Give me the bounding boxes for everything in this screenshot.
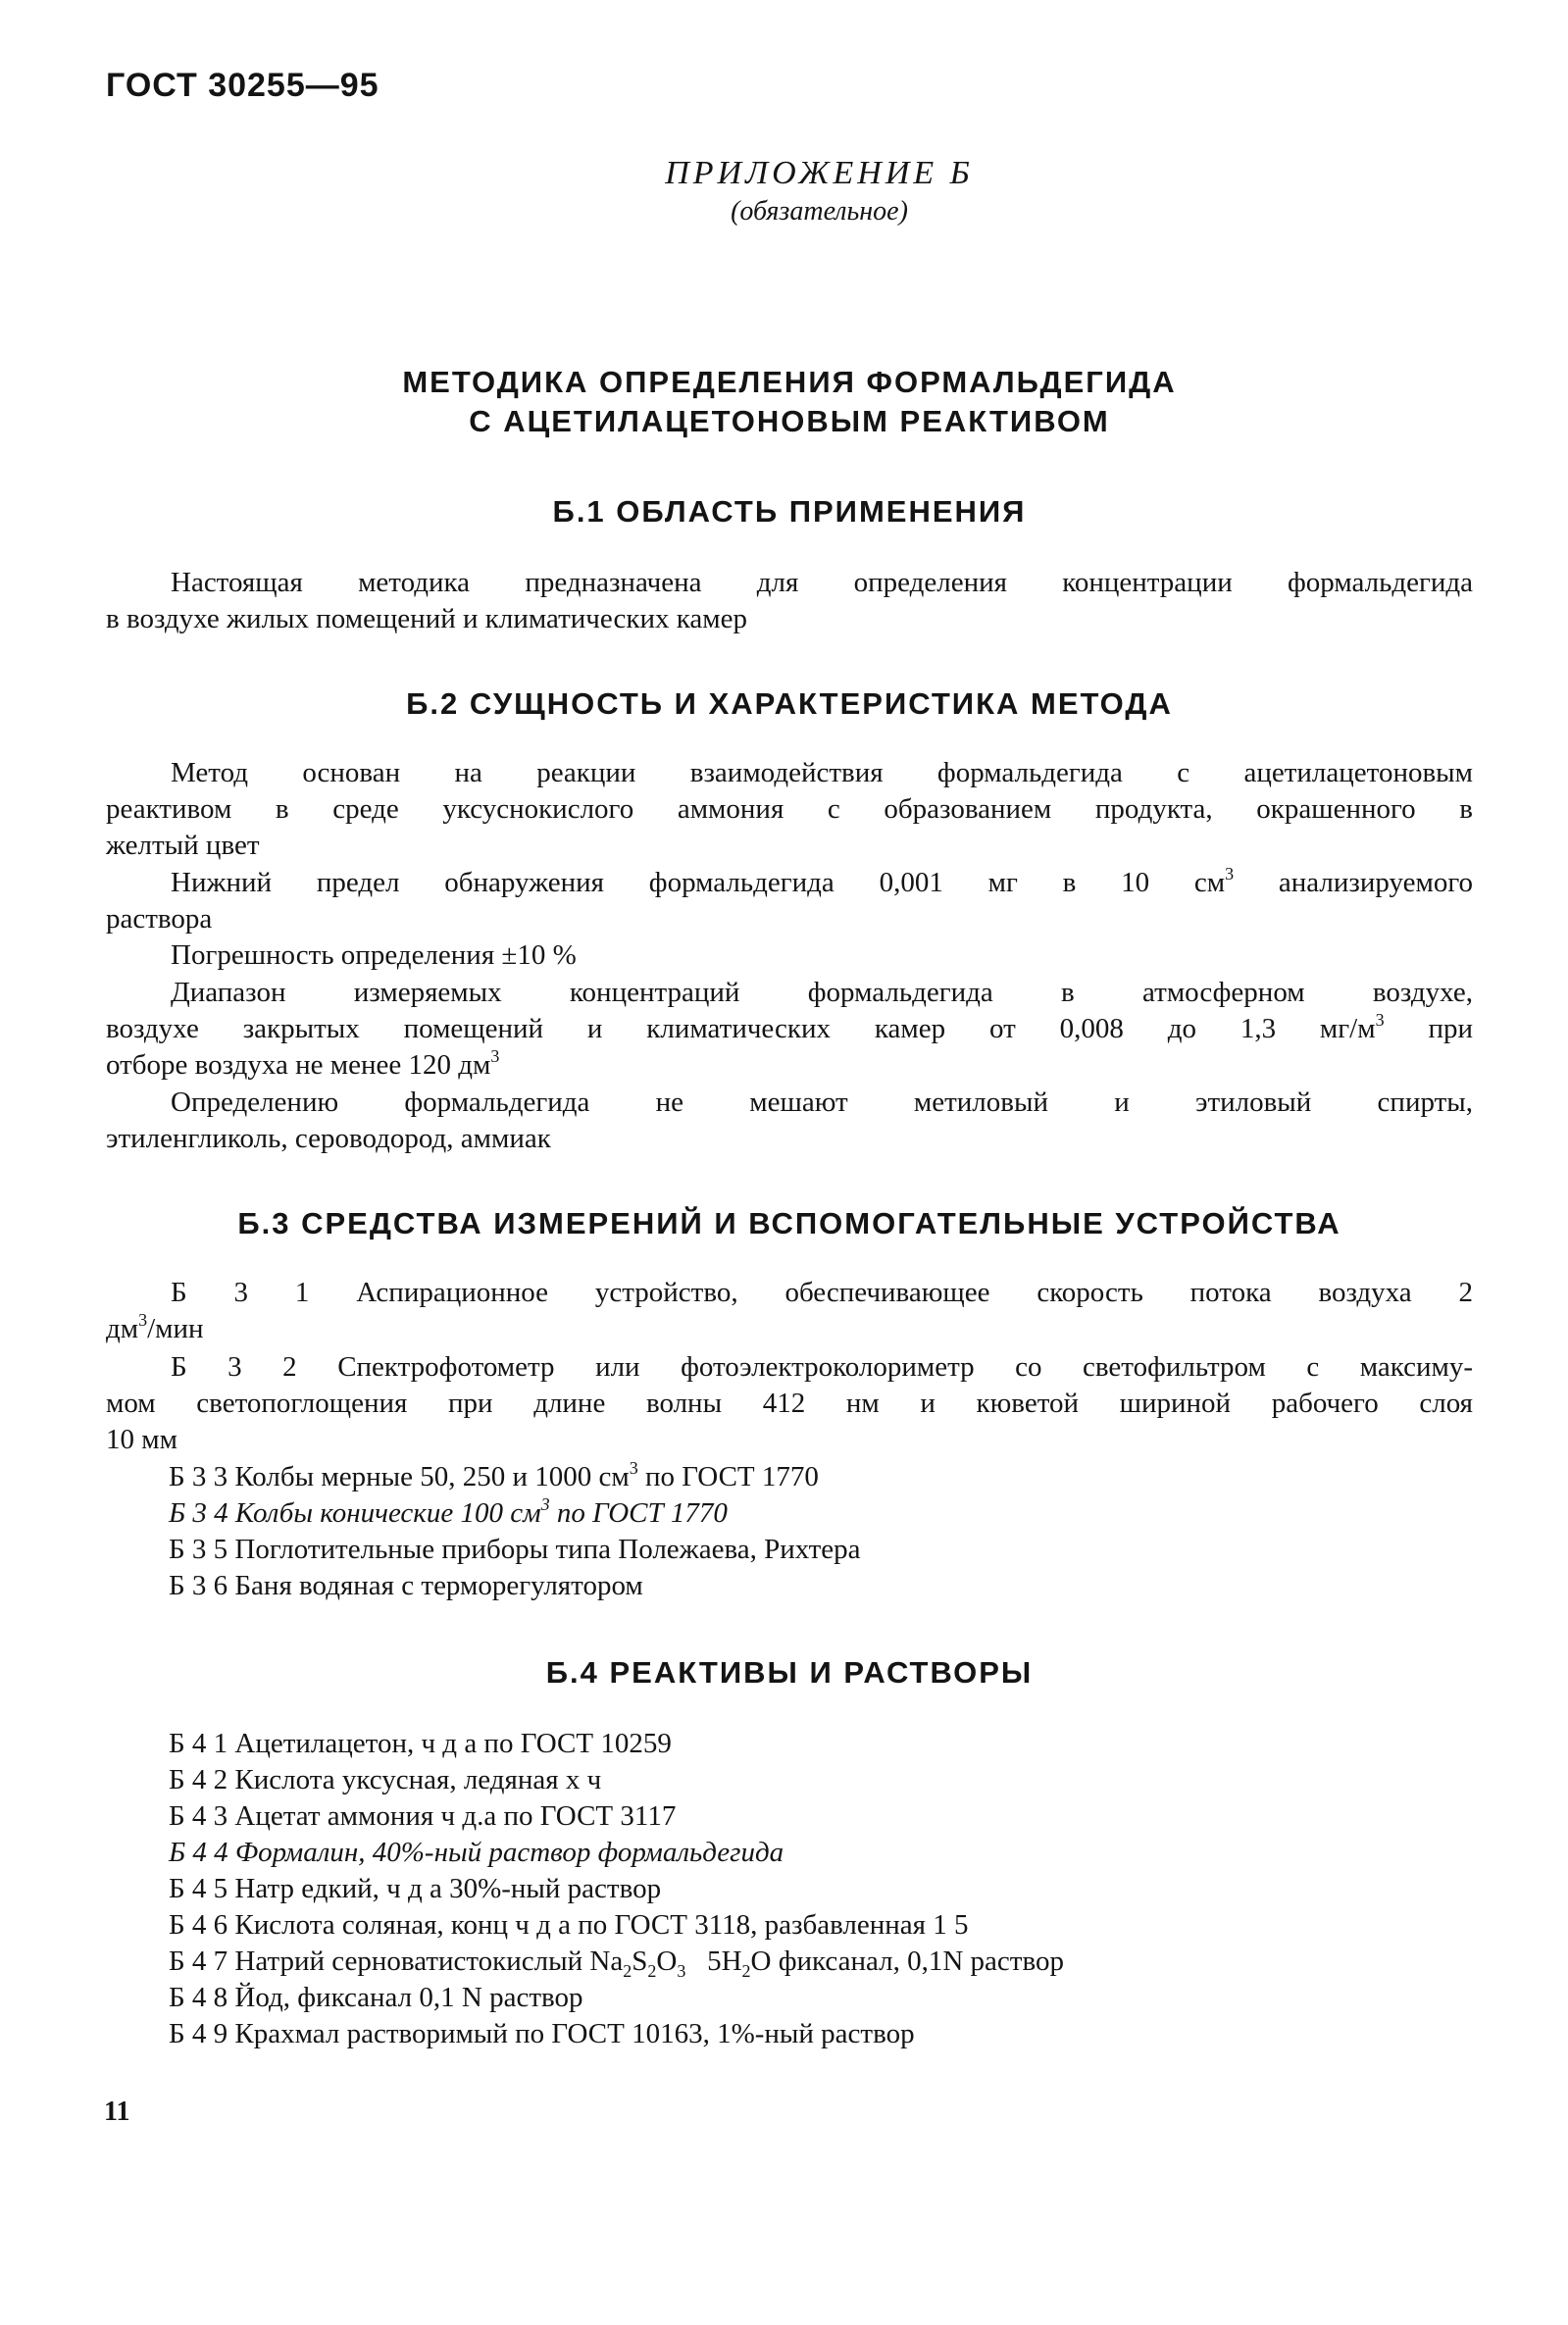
section-heading-b3: Б.3 СРЕДСТВА ИЗМЕРЕНИЙ И ВСПОМОГАТЕЛЬНЫЕ УСТРОЙСТВА [237, 1206, 1341, 1240]
section-b3-item-6: Б 3 6 Баня водяная с терморегулятором [169, 1570, 643, 1601]
section-b3-item-2: Б 3 2 Спектрофотометр или фотоэлектроколориметр со светофильтром с максиму- мом светопоглощения при длине волны 412 нм и кюветой шириной рабочего слоя 10 мм [106, 1351, 1473, 1455]
section-b4-item-3: Б 4 3 Ацетат аммония ч д.а по ГОСТ 3117 [169, 1800, 677, 1832]
section-heading-b2: Б.2 СУЩНОСТЬ И ХАРАКТЕРИСТИКА МЕТОДА [406, 686, 1173, 721]
standard-code: ГОСТ 30255—95 [106, 67, 379, 104]
section-b1-text: Настоящая методика предназначена для определения концентрации формальдегида в воздухе жилых помещений и климатических камер [106, 567, 1473, 634]
section-b3-item-4: Б 3 4 Колбы конические 100 $см^3$ по ГОСТ 1770 [169, 1494, 728, 1529]
section-b2-paragraph-3: Погрешность определения ±10 % [171, 939, 577, 971]
appendix-title: ПРИЛОЖЕНИЕ Б [665, 155, 974, 191]
section-heading-b1: Б.1 ОБЛАСТЬ ПРИМЕНЕНИЯ [552, 494, 1027, 529]
section-b4-item-1: Б 4 1 Ацетилацетон, ч д а по ГОСТ 10259 [169, 1728, 672, 1759]
section-b3-item-1: Б 3 1 Аспирационное устройство, обеспечивающее скорость потока воздуха 2 $дм^3$/мин [106, 1277, 1473, 1344]
section-b2-paragraph-2: Нижний предел обнаружения формальдегида 0,001 мг в 10 $см^3$ анализируемого раствора [106, 864, 1473, 935]
page-number: 11 [104, 2097, 130, 2127]
section-b3-item-5: Б 3 5 Поглотительные приборы типа Полежаева, Рихтера [169, 1534, 861, 1565]
section-b4-item-6: Б 4 6 Кислота соляная, конц ч д а по ГОСТ 3118, разбавленная 1 5 [169, 1909, 969, 1941]
section-b2-paragraph-1: Метод основан на реакции взаимодействия формальдегида с ацетилацетоновым реактивом в среде уксуснокислого аммония с образованием продукта, окрашенного в желтый цвет [106, 757, 1473, 861]
section-b4-item-7: Б 4 7 Натрий серноватистокислый $Na_2S_2O_3$ $5H_2O$ фиксанал, 0,1N раствор [169, 1946, 1064, 1981]
section-heading-b4: Б.4 РЕАКТИВЫ И РАСТВОРЫ [545, 1655, 1034, 1690]
section-b2-paragraph-4: Диапазон измеряемых концентраций формальдегида в атмосферном воздухе, воздухе закрытых помещений и климатических камер от 0,008 до 1,3 $мг/м^3$ при отборе воздуха не менее 120 $дм^3$ [106, 977, 1473, 1081]
section-b4-item-5: Б 4 5 Натр едкий, ч д а 30%-ный раствор [169, 1873, 662, 1904]
document-title-line-1: МЕТОДИКА ОПРЕДЕЛЕНИЯ ФОРМАЛЬДЕГИДА [402, 365, 1177, 399]
section-b4-item-9: Б 4 9 Крахмал растворимый по ГОСТ 10163, 1%-ный раствор [169, 2018, 915, 2049]
section-b4-item-4: Б 4 4 Формалин, 40%-ный раствор формальдегида [169, 1837, 784, 1868]
document-title-line-2: С АЦЕТИЛАЦЕТОНОВЫМ РЕАКТИВОМ [469, 404, 1110, 438]
section-b4-item-8: Б 4 8 Йод, фиксанал 0,1 N раствор [169, 1982, 583, 2013]
section-b3-item-3: Б 3 3 Колбы мерные 50, 250 и 1000 $см^3$ по ГОСТ 1770 [169, 1458, 819, 1492]
section-b2-paragraph-5: Определению формальдегида не мешают метиловый и этиловый спирты, этиленгликоль, сероводород, аммиак [106, 1087, 1473, 1154]
section-b4-item-2: Б 4 2 Кислота уксусная, ледяная х ч [169, 1764, 602, 1795]
appendix-status: (обязательное) [731, 196, 908, 227]
document-title [0, 363, 1568, 441]
